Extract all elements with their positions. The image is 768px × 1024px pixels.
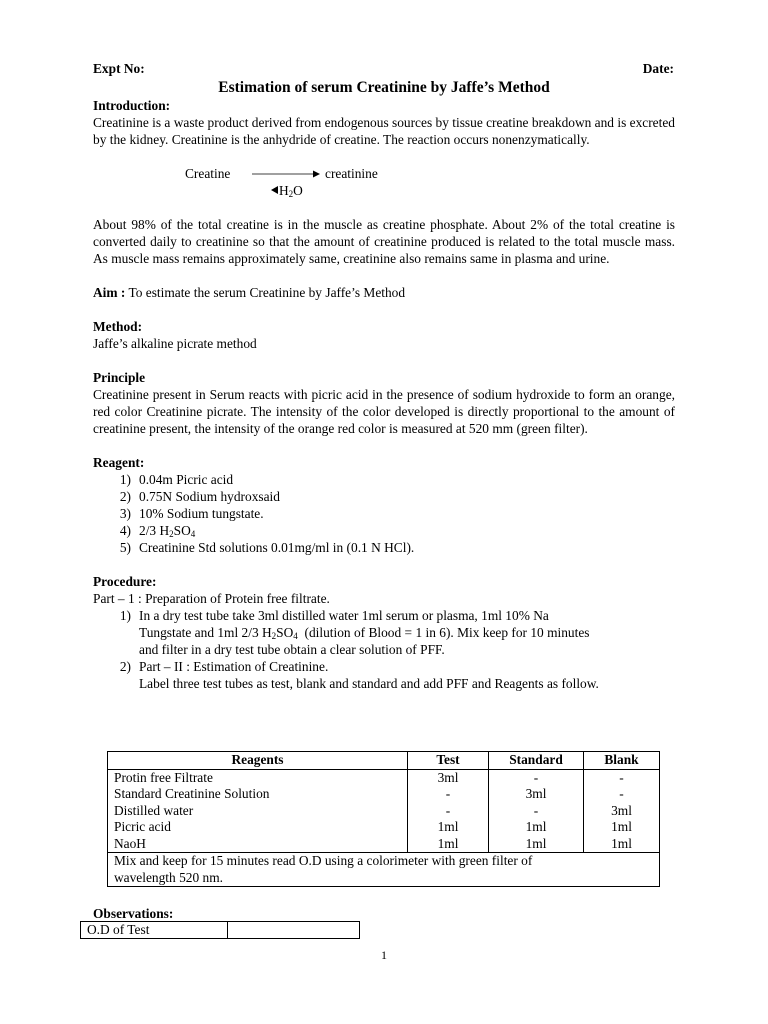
list-item: 2) Part – II : Estimation of Creatinine. Label three test tubes as test, blank and standard and add PFF and Reagents as follow. <box>119 659 599 691</box>
document-page <box>93 60 675 692</box>
expt-no-label: Expt No: <box>93 61 145 76</box>
document-title: Estimation of serum Creatinine by Jaffe’s Method <box>218 79 550 96</box>
observations-heading: Observations: <box>93 906 174 921</box>
table-footer-note: Mix and keep for 15 minutes read O.D using a colorimeter with green filter of wavelength 520 nm. <box>108 853 660 887</box>
reagent-list <box>93 471 675 556</box>
reaction-arrow-icon <box>250 165 320 182</box>
introduction-heading: Introduction: <box>93 98 171 113</box>
reaction-product: creatinine <box>325 166 378 181</box>
list-item: 2) 0.75N Sodium hydroxsaid <box>119 489 280 504</box>
reaction-water: $H_2O$ <box>271 182 303 199</box>
date-label: Date: <box>642 61 674 76</box>
principle-text: Creatinine present in Serum reacts with picric acid in the presence of sodium hydroxide to form an orange, red color Creatinine picrate. The intensity of the color developed is directly proportional to the amount of creatinine present, the intensity of the orange red color is measured at 520 mm (green filter). <box>93 387 675 436</box>
list-item: 4) 2/3 $H_2SO_4$ <box>119 523 196 539</box>
procedure-steps <box>93 607 675 692</box>
list-item: 1) 0.04m Picric acid <box>119 472 234 487</box>
aim-line: Aim : To estimate the serum Creatinine by Jaffe’s Method <box>93 285 406 300</box>
method-text: Jaffe’s alkaline picrate method <box>93 336 257 351</box>
method-heading: Method: <box>93 319 143 334</box>
introduction-paragraph-1: Creatinine is a waste product derived from endogenous sources by tissue creatine breakdown and is excreted by the kidney. Creatinine is the anhydride of creatine. The reaction occurs nonenzymatically. <box>93 115 675 147</box>
table-row <box>81 922 360 939</box>
header-row <box>93 60 675 77</box>
observations-table <box>80 921 360 939</box>
column-header: Test <box>408 752 489 770</box>
observation-label: O.D of Test <box>81 922 228 939</box>
principle-heading: Principle <box>93 370 146 385</box>
reaction-diagram <box>185 165 675 199</box>
introduction-paragraph-2: About 98% of the total creatine is in the muscle as creatine phosphate. About 2% of the total creatine is converted daily to creatinine so that the amount of creatinine produced is related to the total muscle mass. As muscle mass remains approximately same, creatinine also remains same in plasma and urine. <box>93 217 675 266</box>
reaction-reactant: Creatine <box>185 166 231 181</box>
procedure-part-1: Part – 1 : Preparation of Protein free filtrate. <box>93 591 330 606</box>
table-row: Protin free Filtrate Standard Creatinine Solution Distilled water Picric acid NaoH 3ml - - 1ml 1ml - 3ml - 1ml 1ml - - 3ml 1ml 1ml <box>108 769 660 853</box>
water-arrow-icon <box>271 185 279 195</box>
reagent-table <box>107 751 660 887</box>
table-header-row <box>108 752 660 770</box>
list-item: 1) In a dry test tube take 3ml distilled water 1ml serum or plasma, 1ml 10% Na Tungstate and 1ml 2/3 $H_2SO_4$ (dilution of Blood = 1 in 6). Mix keep for 10 minutes and filter in a dry test tube obtain a clear solution of PFF. <box>119 608 590 657</box>
table-footer-row <box>108 853 660 887</box>
column-header: Standard <box>489 752 584 770</box>
list-item: 5) Creatinine Std solutions 0.01mg/ml in (0.1 N HCl). <box>119 540 415 555</box>
column-header: Reagents <box>108 752 408 770</box>
column-header: Blank <box>584 752 660 770</box>
observation-value <box>228 922 360 939</box>
procedure-heading: Procedure: <box>93 574 157 589</box>
page-number: 1 <box>381 948 387 962</box>
list-item: 3) 10% Sodium tungstate. <box>119 506 264 521</box>
reagent-heading: Reagent: <box>93 455 145 470</box>
